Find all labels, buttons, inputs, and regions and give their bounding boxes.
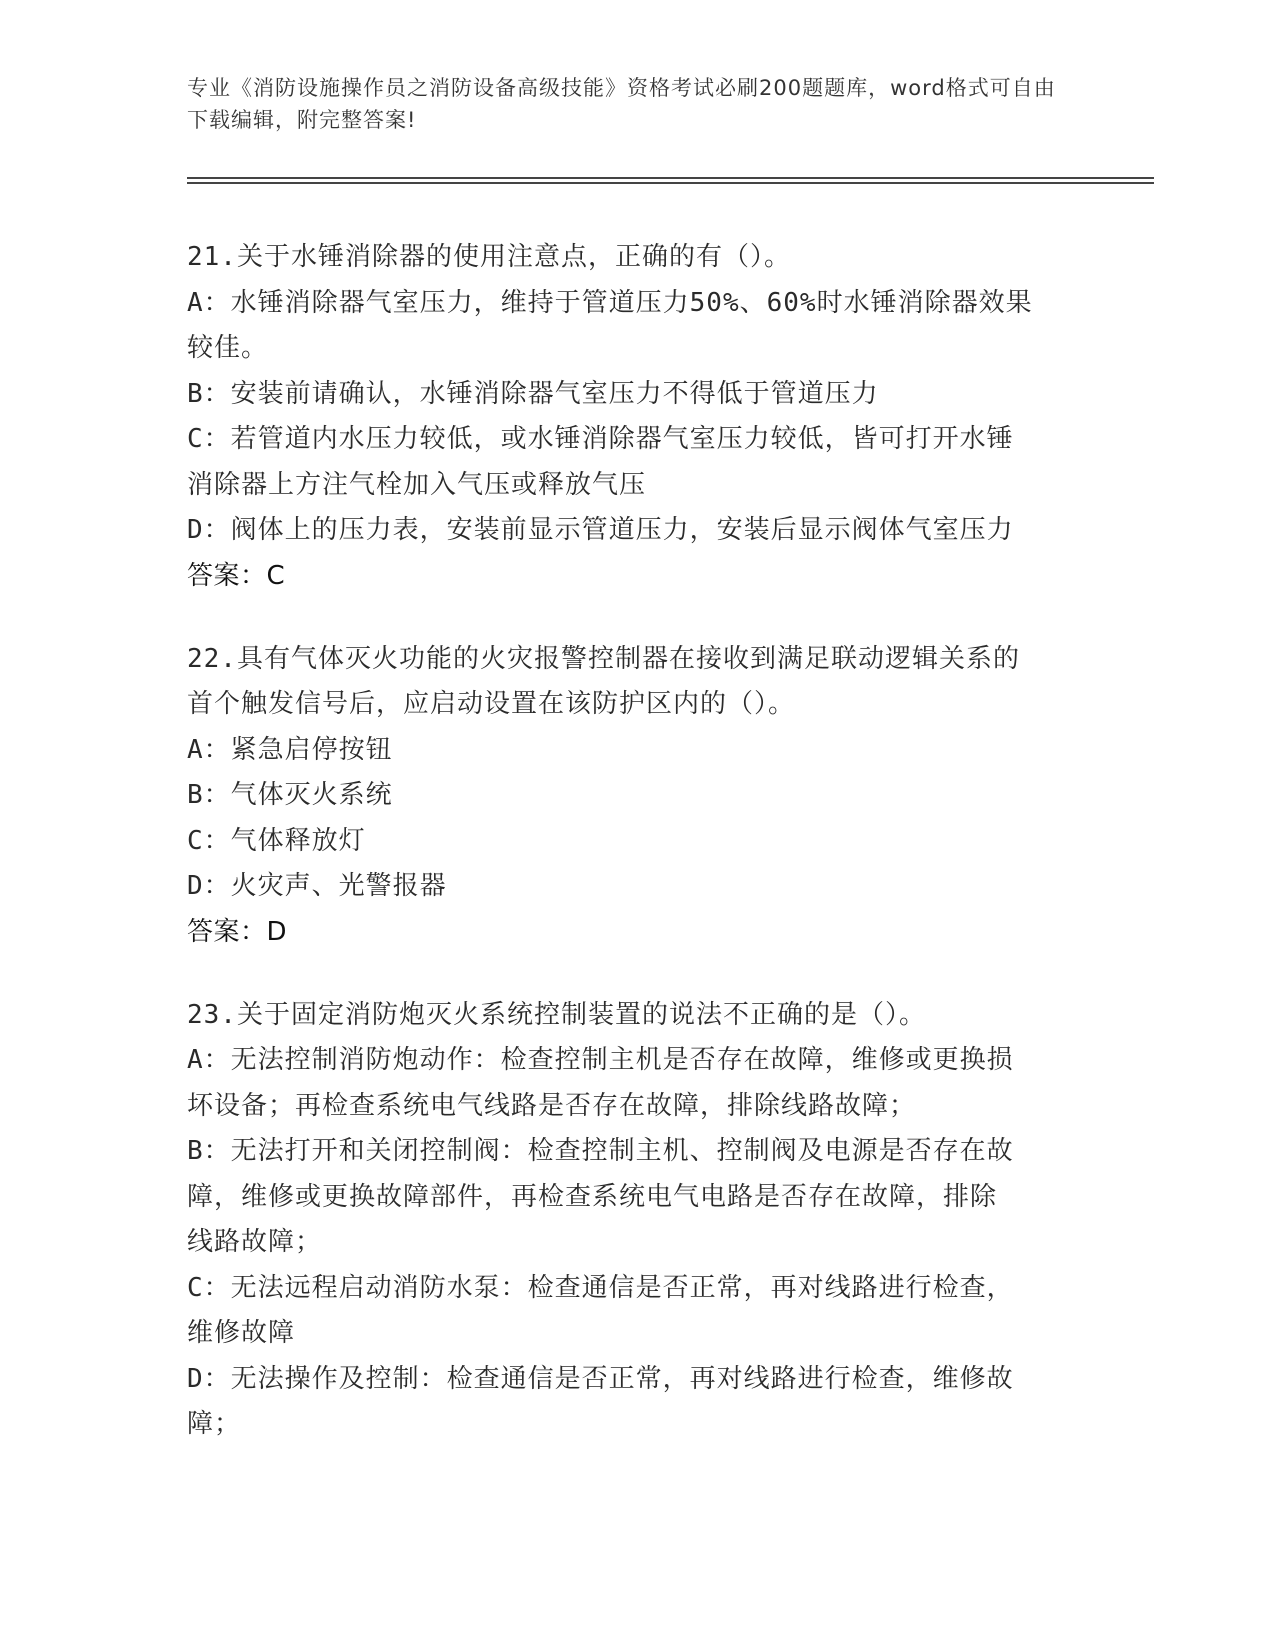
question-23 <box>187 993 1087 1448</box>
option-a: A：水锤消除器气室压力，维持于管道压力50%、60%时水锤消除器效果 <box>187 287 1033 318</box>
option-d: D：阀体上的压力表，安装前显示管道压力，安装后显示阀体气室压力 <box>187 515 1014 545</box>
option-d-cont: 障； <box>187 1409 242 1439</box>
answer: 答案：C <box>187 560 286 591</box>
option-a-cont: 坏设备；再检查系统电气线路是否存在故障，排除线路故障； <box>187 1090 917 1121</box>
option-b: B：气体灭火系统 <box>187 780 393 810</box>
option-b: B：无法打开和关闭控制阀：检查控制主机、控制阀及电源是否存在故 <box>187 1136 1014 1166</box>
question-stem-cont: 首个触发信号后，应启动设置在该防护区内的（）。 <box>187 689 796 719</box>
option-a: A：紧急启停按钮 <box>187 734 393 765</box>
question-list <box>187 235 1087 1486</box>
option-a-cont: 较佳。 <box>187 333 269 363</box>
option-c: C：无法远程启动消防水泵：检查通信是否正常，再对线路进行检查， <box>187 1272 1014 1303</box>
option-c-cont: 消除器上方注气栓加入气压或释放气压 <box>187 469 647 500</box>
option-b: B：安装前请确认，水锤消除器气室压力不得低于管道压力 <box>187 378 879 409</box>
document-header: 专业《消防设施操作员之消防设备高级技能》资格考试必刷200题题库，word格式可自由下载编辑，附完整答案! <box>187 76 1056 132</box>
header-rule-bottom <box>187 182 1154 184</box>
question-21 <box>187 235 1087 599</box>
option-c: C：气体释放灯 <box>187 825 366 856</box>
header-rule-top <box>187 177 1154 179</box>
option-a: A：无法控制消防炮动作：检查控制主机是否存在故障，维修或更换损 <box>187 1045 1014 1075</box>
answer: 答案：D <box>187 916 288 947</box>
option-b-cont: 障，维修或更换故障部件，再检查系统电气电路是否存在故障，排除 <box>187 1181 998 1212</box>
option-d: D：火灾声、光警报器 <box>187 871 447 901</box>
question-22 <box>187 637 1087 955</box>
question-stem: 22.具有气体灭火功能的火灾报警控制器在接收到满足联动逻辑关系的 <box>187 643 1020 674</box>
option-b-cont-2: 线路故障； <box>187 1227 323 1257</box>
question-stem: 23.关于固定消防炮灭火系统控制装置的说法不正确的是（）。 <box>187 999 926 1030</box>
option-c-cont: 维修故障 <box>187 1318 296 1348</box>
question-stem: 21.关于水锤消除器的使用注意点，正确的有（）。 <box>187 242 791 272</box>
option-c: C：若管道内水压力较低，或水锤消除器气室压力较低，皆可打开水锤 <box>187 424 1014 454</box>
option-d: D：无法操作及控制：检查通信是否正常，再对线路进行检查，维修故 <box>187 1363 1014 1394</box>
